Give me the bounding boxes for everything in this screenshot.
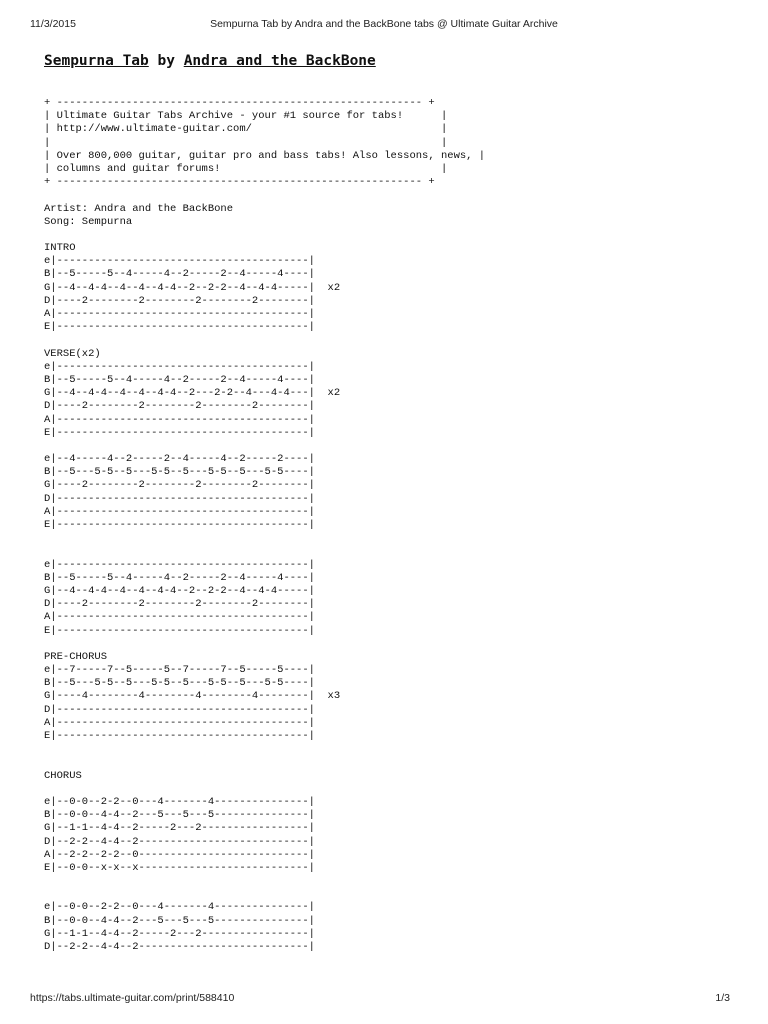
tab-line (44, 756, 485, 769)
tab-line: e|----------------------------------------| (44, 255, 315, 268)
tab-line (44, 229, 485, 242)
tab-line: + ---------------------------------------------------------- + (44, 176, 435, 189)
page-number: 1/3 (715, 992, 730, 1004)
tab-line: + ---------------------------------------------------------- + (44, 97, 435, 109)
tab-line: D|----------------------------------------| (44, 703, 315, 716)
tab-line: D|----2--------2--------2--------2--------| (44, 294, 315, 307)
tab-line: E|----------------------------------------| (44, 519, 315, 531)
tab-line: e|----------------------------------------| (44, 558, 315, 571)
tab-line: B|--0-0--4-4--2---5---5---5---------------| (44, 914, 315, 927)
tab-line: VERSE(x2) (44, 347, 101, 360)
tab-line: A|----------------------------------------| (44, 308, 315, 320)
tab-line: A|----------------------------------------| (44, 413, 315, 426)
tab-line: | Over 800,000 guitar, guitar pro and bass tabs! Also lessons, news, | (44, 149, 486, 162)
tab-line: | columns and guitar forums! | (44, 162, 448, 175)
tab-line: D|--2-2--4-4--2---------------------------| (44, 835, 315, 848)
tab-line: D|--2-2--4-4--2---------------------------| (44, 941, 315, 953)
tab-line: | | (44, 136, 448, 149)
tab-line: A|----------------------------------------| (44, 716, 315, 729)
tab-line: | Ultimate Guitar Tabs Archive - your #1 source for tabs! | (44, 110, 448, 123)
tab-line (44, 888, 485, 901)
tab-line: E|----------------------------------------| (44, 624, 315, 637)
tab-line: A|----------------------------------------| (44, 505, 315, 518)
tab-line: D|----------------------------------------| (44, 492, 315, 505)
tab-line (44, 783, 485, 796)
tab-line: Artist: Andra and the BackBone (44, 202, 234, 215)
tab-line: | http://www.ultimate-guitar.com/ | (44, 123, 448, 136)
tab-line: G|----4--------4--------4--------4--------| x3 (44, 690, 341, 703)
tab-line (44, 189, 485, 202)
page-url: https://tabs.ultimate-guitar.com/print/588410 (30, 992, 235, 1004)
tab-line: B|--5-----5--4-----4--2-----2--4-----4----| (44, 268, 315, 281)
tab-line: G|--1-1--4-4--2-----2---2-----------------| (44, 927, 315, 940)
tab-line: B|--0-0--4-4--2---5---5---5---------------| (44, 809, 315, 822)
print-date: 11/3/2015 (30, 18, 76, 30)
tab-line: E|----------------------------------------| (44, 426, 315, 439)
tab-line: e|--0-0--2-2--0---4-------4---------------| (44, 901, 315, 914)
tab-line: e|--4-----4--2-----2--4-----4--2-----2----| (44, 453, 315, 466)
tab-line (44, 532, 485, 545)
tab-line: e|----------------------------------------| (44, 360, 315, 373)
tab-line (44, 440, 485, 453)
tab-line (44, 743, 485, 756)
tab-line: PRE-CHORUS (44, 650, 108, 663)
tab-line: G|--1-1--4-4--2-----2---2-----------------| (44, 822, 315, 835)
tab-line: CHORUS (44, 769, 82, 782)
tab-content (44, 97, 485, 954)
tab-line (44, 875, 485, 888)
tab-line: INTRO (44, 242, 76, 255)
tab-line: e|--7-----7--5-----5--7-----7--5-----5----| (44, 664, 315, 677)
tab-line: E|----------------------------------------| (44, 730, 315, 742)
tab-line: G|----2--------2--------2--------2--------| (44, 479, 315, 492)
tab-line: E|--0-0--x-x--x---------------------------| (44, 861, 315, 874)
song-heading (44, 53, 376, 69)
tab-line: D|----2--------2--------2--------2--------| (44, 598, 315, 611)
tab-line: Song: Sempurna (44, 215, 133, 228)
tab-line: G|--4--4-4--4--4--4-4--2---2-2--4---4-4---| x2 (44, 387, 341, 400)
print-footer (30, 992, 738, 1006)
tab-line: G|--4--4-4--4--4--4-4--2--2-2--4--4-4-----| x2 (44, 281, 341, 294)
tab-line (44, 638, 485, 651)
print-document-title: Sempurna Tab by Andra and the BackBone tabs @ Ultimate Guitar Archive (210, 18, 558, 30)
artist-link[interactable]: Andra and the BackBone (183, 53, 376, 69)
tab-line: A|----------------------------------------| (44, 611, 315, 624)
tab-line: D|----2--------2--------2--------2--------| (44, 400, 315, 413)
tab-line (44, 545, 485, 558)
by-text: by (157, 53, 175, 69)
tab-line: B|--5---5-5--5---5-5--5---5-5--5---5-5----| (44, 466, 315, 479)
tab-line: B|--5-----5--4-----4--2-----2--4-----4----| (44, 571, 315, 584)
tab-line (44, 334, 485, 347)
tab-line: G|--4--4-4--4--4--4-4--2--2-2--4--4-4-----| (44, 584, 315, 597)
tab-line: A|--2-2--2-2--0---------------------------| (44, 848, 315, 861)
tab-line: e|--0-0--2-2--0---4-------4---------------| (44, 795, 315, 808)
tab-line: B|--5-----5--4-----4--2-----2--4-----4----| (44, 373, 315, 386)
tab-line: E|----------------------------------------| (44, 321, 315, 334)
song-title-link[interactable]: Sempurna Tab (44, 53, 149, 69)
tab-line: B|--5---5-5--5---5-5--5---5-5--5---5-5----| (44, 677, 315, 690)
print-header (30, 18, 738, 32)
